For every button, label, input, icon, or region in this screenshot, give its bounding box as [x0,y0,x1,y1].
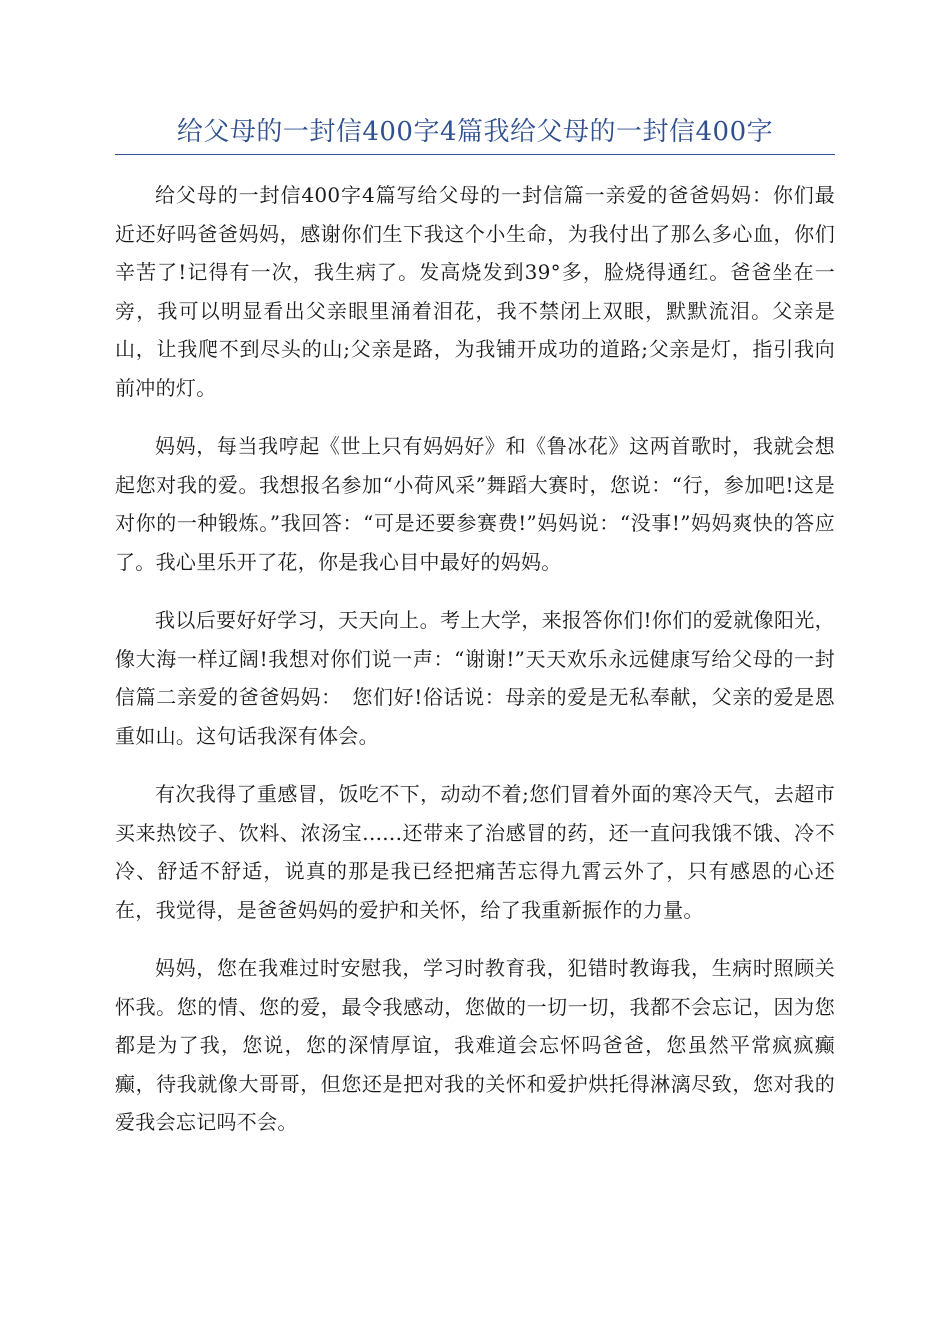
document-title: 给父母的一封信400字4篇我给父母的一封信400字 [176,117,774,147]
title-underline-divider [115,154,835,155]
paragraph-3: 我以后要好好学习，天天向上。考上大学，来报答你们!你们的爱就像阳光，像大海一样辽阔!我想对你们说一声：“谢谢!”天天欢乐永远健康写给父母的一封信篇二亲爱的爸爸妈妈： 您们好!俗话说：母亲的爱是无私奉献，父亲的爱是恩重如山。这句话我深有体会。 [115,608,835,748]
paragraph-2: 妈妈，每当我哼起《世上只有妈妈好》和《鲁冰花》这两首歌时，我就会想起您对我的爱。我想报名参加“小荷风采”舞蹈大赛时，您说：“行，参加吧!这是对你的一种锻炼。”我回答：“可是还要参赛费!”妈妈说：“没事!”妈妈爽快的答应了。我心里乐开了花，你是我心目中最好的妈妈。 [115,434,835,574]
paragraph-5: 妈妈，您在我难过时安慰我，学习时教育我，犯错时教诲我，生病时照顾关怀我。您的情、您的爱，最令我感动，您做的一切一切，我都不会忘记，因为您都是为了我，您说，您的深情厚谊，我难道会忘怀吗爸爸，您虽然平常疯疯癫癫，待我就像大哥哥，但您还是把对我的关怀和爱护烘托得淋漓尽致，您对我的爱我会忘记吗不会。 [115,956,835,1134]
document-body [115,176,835,1162]
paragraph-4: 有次我得了重感冒，饭吃不下，动动不着;您们冒着外面的寒冷天气，去超市买来热饺子、饮料、浓汤宝......还带来了治感冒的药，还一直问我饿不饿、冷不冷、舒适不舒适，说真的那是我已经把痛苦忘得九霄云外了，只有感恩的心还在，我觉得，是爸爸妈妈的爱护和关怀，给了我重新振作的力量。 [115,782,835,922]
paragraph-1: 给父母的一封信400字4篇写给父母的一封信篇一亲爱的爸爸妈妈：你们最近还好吗爸爸妈妈，感谢你们生下我这个小生命，为我付出了那么多心血，你们辛苦了!记得有一次，我生病了。发高烧发到39°多，脸烧得通红。爸爸坐在一旁，我可以明显看出父亲眼里涌着泪花，我不禁闭上双眼，默默流泪。父亲是山，让我爬不到尽头的山;父亲是路，为我铺开成功的道路;父亲是灯，指引我向前冲的灯。 [115,183,835,400]
